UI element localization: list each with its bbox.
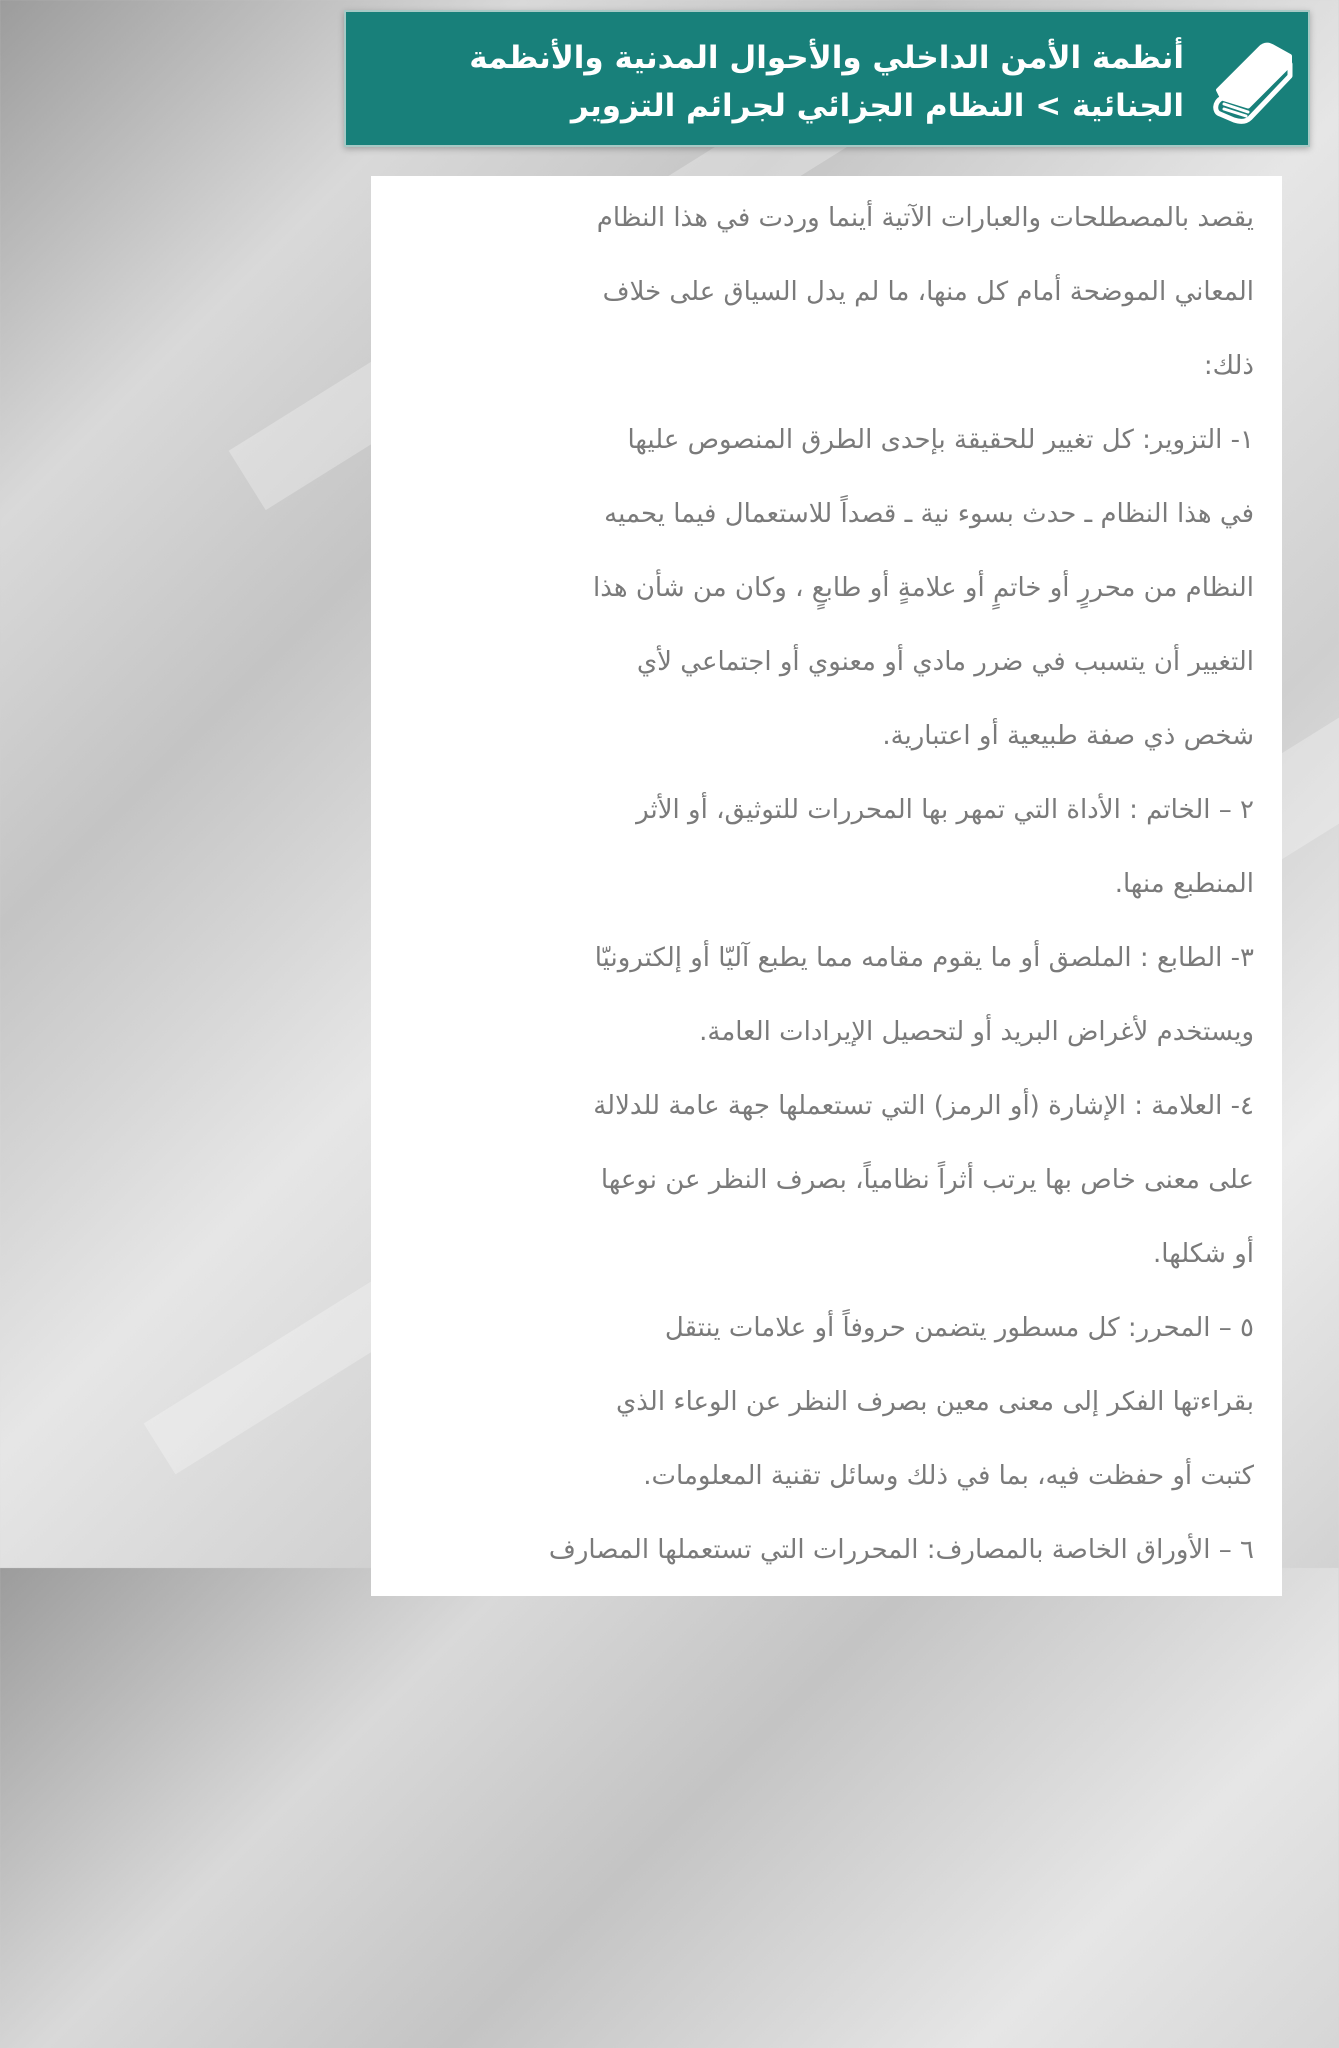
book-icon	[1210, 36, 1296, 126]
text-line: ٦ – الأوراق الخاصة بالمصارف: المحررات التي تستعملها المصارف	[548, 1535, 1254, 1565]
text-line: أو شكلها.	[1153, 1239, 1254, 1269]
text-line: التغيير أن يتسبب في ضرر مادي أو معنوي أو اجتماعي لأي	[636, 647, 1254, 677]
text-line: في هذا النظام ـ حدث بسوء نية ـ قصداً للاستعمال فيما يحميه	[604, 499, 1254, 529]
text-line: ٣- الطابع : الملصق أو ما يقوم مقامه مما يطبع آليّا أو إلكترونيّا	[594, 943, 1254, 973]
text-line: على معنى خاص بها يرتب أثراً نظامياً، بصرف النظر عن نوعها	[600, 1165, 1254, 1195]
text-line: النظام من محررٍ أو خاتمٍ أو علامةٍ أو طابعٍ ، وكان من شأن هذا	[592, 573, 1254, 603]
page-title	[454, 34, 1184, 130]
text-line: ٥ – المحرر: كل مسطور يتضمن حروفاً أو علامات ينتقل	[664, 1313, 1254, 1343]
text-line: ٤- العلامة : الإشارة (أو الرمز) التي تستعملها جهة عامة للدلالة	[593, 1091, 1254, 1121]
page-header	[344, 10, 1310, 147]
text-line: بقراءتها الفكر إلى معنى معين بصرف النظر عن الوعاء الذي	[615, 1387, 1254, 1417]
text-line: يقصد بالمصطلحات والعبارات الآتية أينما وردت في هذا النظام	[596, 203, 1254, 233]
page-title-line-1: أنظمة الأمن الداخلي والأحوال المدنية والأنظمة	[469, 40, 1184, 76]
page-title-line-2: الجنائية > النظام الجزائي لجرائم التزوير	[570, 88, 1184, 124]
text-line: ويستخدم لأغراض البريد أو لتحصيل الإيرادات العامة.	[699, 1017, 1254, 1047]
text-line: ذلك:	[1203, 351, 1254, 381]
text-line: كتبت أو حفظت فيه، بما في ذلك وسائل تقنية المعلومات.	[643, 1461, 1254, 1491]
text-line: المعاني الموضحة أمام كل منها، ما لم يدل السياق على خلاف	[602, 277, 1254, 307]
text-line: ١- التزوير: كل تغيير للحقيقة بإحدى الطرق المنصوص عليها	[627, 425, 1254, 455]
content-card	[371, 176, 1282, 1596]
text-body	[549, 181, 1254, 1587]
text-line: المنطبع منها.	[1114, 869, 1254, 899]
text-line: ٢ – الخاتم : الأداة التي تمهر بها المحررات للتوثيق، أو الأثر	[636, 795, 1254, 825]
text-line: شخص ذي صفة طبيعية أو اعتبارية.	[882, 721, 1254, 751]
